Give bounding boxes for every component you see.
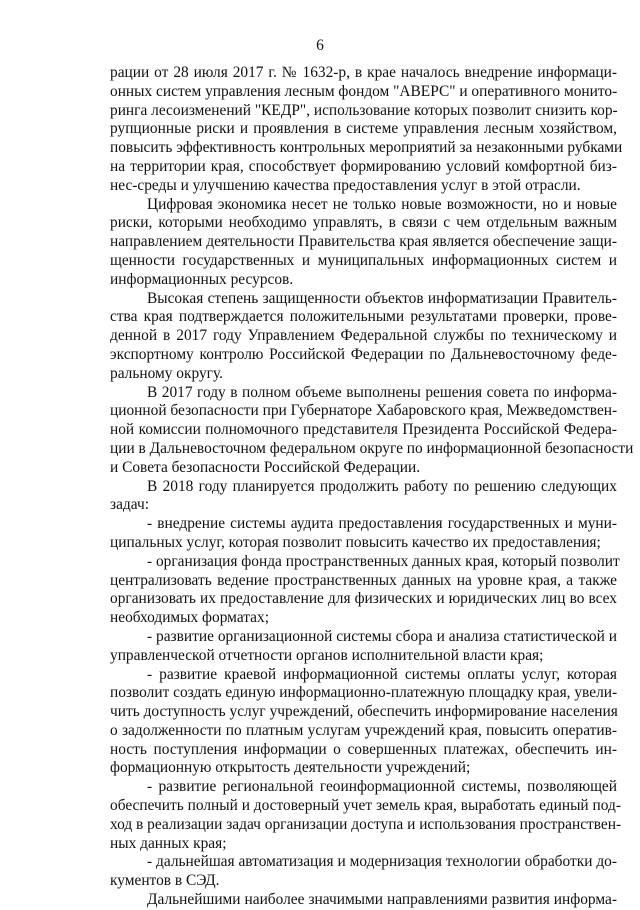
text-line: - организация фонда пространственных данных края, который позволит xyxy=(147,552,620,570)
text-line: позволит создать единую информационно-платежную площадку края, увели- xyxy=(110,684,618,702)
text-line: необходимых форматах; xyxy=(110,609,269,627)
text-line: Высокая степень защищенности объектов информатизации Правитель- xyxy=(147,289,617,307)
text-line: повысить эффективность контрольных мероприятий за незаконными рубками xyxy=(110,139,623,157)
text-line: Дальнейшими наиболее значимыми направлениями развития информа- xyxy=(147,891,617,909)
text-line: направлением деятельности Правительства края является обеспечение защи- xyxy=(110,233,617,251)
text-line: ринга лесоизменений "КЕДР", использование которых позволит снизить кор- xyxy=(110,101,618,119)
text-line: централизовать ведение пространственных данных на уровне края, а также xyxy=(110,571,617,589)
text-line: риски, которыми необходимо управлять, в связи с чем отдельным важным xyxy=(110,214,617,232)
text-line: ральному округу. xyxy=(110,364,223,382)
text-line: рации от 28 июля 2017 г. № 1632-р, в крае началось внедрение информаци- xyxy=(110,64,617,81)
text-line: - развитие краевой информационной системы оплаты услуг, которая xyxy=(147,665,617,683)
text-line: ной комиссии полномочного представителя Президента Российской Федера- xyxy=(110,421,617,439)
text-line: обеспечить полный и достоверный учет земель края, выработать единый под- xyxy=(110,797,621,815)
text-line: Цифровая экономика несет не только новые возможности, но и новые xyxy=(147,195,617,213)
text-line: ципальных услуг, которая позволит повысить качество их предоставления; xyxy=(110,533,601,551)
text-line: информационных ресурсов. xyxy=(110,270,294,288)
text-line: ции в Дальневосточном федеральном округе по информационной безопасности xyxy=(110,439,634,457)
text-line: В 2017 году в полном объеме выполнены решения совета по информа- xyxy=(147,383,617,401)
text-line: экспортному контролю Российской Федерации по Дальневосточному феде- xyxy=(110,345,617,363)
text-line: и Совета безопасности Российской Федерации. xyxy=(110,458,421,476)
text-line: организовать их предоставление для физических и юридических лиц во всех xyxy=(110,590,617,608)
text-line: управленческой отчетности органов исполнительной власти края; xyxy=(110,646,544,664)
body-text xyxy=(110,64,634,910)
text-line: денной в 2017 году Управлением Федеральной службы по техническому и xyxy=(110,327,617,345)
text-line: ства края подтверждается положительными результатами проверки, прове- xyxy=(110,308,617,326)
text-line: - дальнейшая автоматизация и модернизация технологии обработки до- xyxy=(147,853,617,871)
text-line: онных систем управления лесным фондом "АВЕРС" и оперативного монито- xyxy=(110,82,618,100)
text-line: ность поступления информации о совершенных платежах, обеспечить ин- xyxy=(110,740,617,758)
text-line: кументов в СЭД. xyxy=(110,872,220,890)
page-number: 6 xyxy=(316,37,324,54)
text-line: о задолженности по платным услугам учреждений края, повысить оператив- xyxy=(110,721,617,739)
text-line: задач: xyxy=(110,496,149,514)
text-line: формационную открытость деятельности учреждений; xyxy=(110,759,471,777)
text-line: ных данных края; xyxy=(110,834,227,852)
text-line: В 2018 году планируется продолжить работу по решению следующих xyxy=(147,477,617,495)
text-line: ционной безопасности при Губернаторе Хабаровского края, Межведомствен- xyxy=(110,402,618,420)
text-line: на территории края, способствует формированию условий комфортной биз- xyxy=(110,157,617,175)
text-line: - внедрение системы аудита предоставления государственных и муни- xyxy=(147,515,617,533)
text-line: ход в реализации задач организации доступа и использования пространствен- xyxy=(110,815,622,833)
text-line: - развитие региональной геоинформационной системы, позволяющей xyxy=(147,778,617,796)
text-line: нес-среды и улучшению качества предоставления услуг в этой отрасли. xyxy=(110,176,581,194)
text-line: чить доступность услуг учреждений, обеспечить информирование населения xyxy=(110,703,618,721)
text-line: рупционные риски и проявления в системе управления лесным хозяйством, xyxy=(110,120,617,138)
text-line: щенности государственных и муниципальных информационных систем и xyxy=(110,251,617,269)
text-line: - развитие организационной системы сбора и анализа статистической и xyxy=(147,627,617,645)
